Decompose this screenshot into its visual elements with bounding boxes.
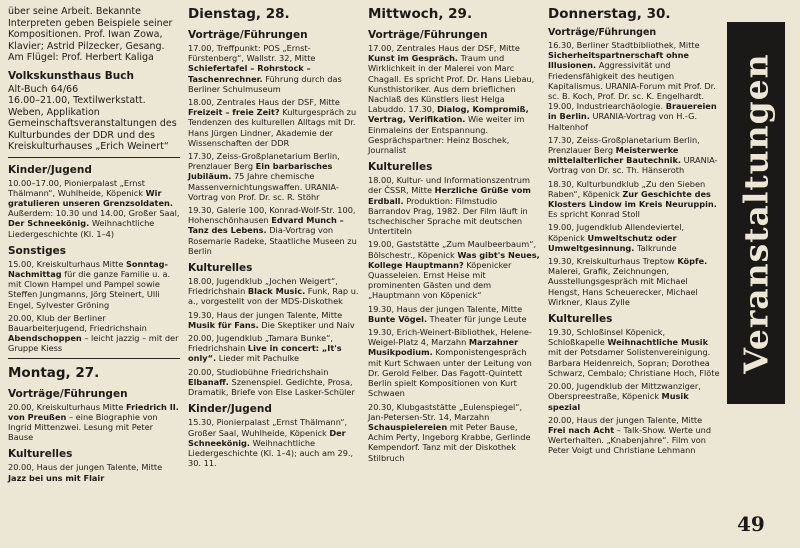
event-detail: 18.00, Jugendklub „Jochen Weigert“, Friedrichshain	[188, 276, 338, 297]
event-title: Kunst im Gespräch.	[368, 53, 459, 64]
event-detail: Aggressivität und Friedensfähigkeit des heutigen Kapitalismus. URANIA-Forum mit Prof. Dr. sc. B. Koch, Prof. Dr. sc. K. Engelhardt. 19.00, Industriearchäologie.	[548, 60, 716, 112]
event-detail: für die ganze Familie u. a. mit Clown Hampel und Pampel sowie Steffen Jungmanns, Jörg Steinert, Ulli Engel, Sylvester Gröning	[8, 268, 171, 310]
event-detail: 20.00, Klub der Berliner Bauarbeiterjugend, Friedrichshain	[8, 312, 147, 333]
event-detail: 17.00, Zentrales Haus der DSF, Mitte	[368, 43, 520, 53]
event-detail: 15.30, Pionierpalast „Ernst Thälmann“, Großer Saal, Wuhlheide, Köpenick	[188, 417, 348, 438]
event-title: Der Schneekönig.	[188, 427, 346, 448]
event-entry	[548, 327, 720, 378]
event-detail: 18.30, Kulturbundklub „Zu den Sieben Raben“, Köpenick	[548, 178, 706, 199]
event-entry	[368, 239, 540, 300]
event-entry	[188, 310, 360, 330]
event-title: Sicherheitspartnerschaft ohne Illusionen.	[548, 50, 689, 71]
event-detail: Die Skeptiker und Naiv	[258, 319, 355, 330]
event-title: Dialog, Kompromiß, Vertrag, Verifikation.	[368, 104, 529, 125]
event-detail: Weihnachtliche Liedergeschichte (Kl. 1–4); auch am 29., 30. 11.	[188, 437, 354, 469]
event-detail: Köpenicker Quasseleien. Ernst Heise mit prominenten Gästen und dem „Hauptmann von Köpenick“	[368, 259, 512, 301]
event-title: Köpfe.	[677, 256, 708, 267]
section-heading: Kulturelles	[548, 313, 613, 326]
event-entry	[8, 178, 180, 239]
event-entry	[368, 43, 540, 155]
event-detail: 17.30, Zeiss-Großplanetarium Berlin, Prenzlauer Berg	[548, 134, 700, 156]
event-detail: 16.30, Berliner Stadtbibliothek, Mitte	[548, 40, 700, 50]
event-detail: – Talk-Show. Werte und Werterhalten. „Knabenjahre“. Film von Peter Voigt und Christiane Lehmann	[548, 424, 712, 456]
event-detail: 19.30, Galerie 100, Konrad-Wolf-Str. 100, Hohenschönhausen	[188, 205, 356, 226]
event-detail: 20.30, Klubgaststätte „Eulenspiegel“, Jan-Petersen-Str. 14, Marzahn	[368, 401, 523, 422]
event-entry	[548, 40, 720, 132]
section-heading: Volkskunsthaus Buch	[8, 69, 134, 82]
event-entry	[188, 417, 360, 468]
divider	[8, 358, 180, 359]
section-heading: Vorträge/Führungen	[368, 29, 488, 41]
event-detail: 20.00, Jugendklub der Mittzwanziger, Oberspreestraße, Köpenick	[548, 381, 701, 402]
event-detail: 20.00, Kreiskulturhaus Mitte	[8, 401, 127, 412]
event-detail: 19.30, Schloßinsel Köpenick, Schloßkapelle	[548, 327, 666, 348]
event-detail: 10.00–17.00, Pionierpalast „Ernst Thälmann“, Wuhlheide, Köpenick	[8, 177, 146, 198]
day-heading: Mittwoch, 29.	[368, 6, 473, 22]
event-entry	[188, 151, 360, 202]
event-entry	[548, 222, 720, 253]
event-entry	[368, 304, 540, 324]
event-detail: Funk, Rap u. a., vorgestellt von der MDS-Diskothek	[188, 286, 359, 307]
day-heading: Dienstag, 28.	[188, 6, 290, 22]
event-title: Weihnachtliche Musik	[607, 337, 709, 348]
event-detail: Wie weiter im Einmaleins der Entspannung. Gesprächspartner: Heinz Boschek, Journalist	[368, 114, 525, 156]
event-title: Live in concert: „It's only“.	[188, 343, 342, 364]
event-detail: 20.00, Jugendklub „Tamara Bunke“, Friedrichshain	[188, 333, 333, 354]
event-detail: 20.00, Haus der jungen Talente, Mitte	[548, 414, 703, 425]
event-title: Schiefertafel – Rohrstock – Taschenrechner.	[188, 63, 311, 84]
event-title: Wir gratulieren unseren Grenzsoldaten.	[8, 187, 173, 208]
intro-text: über seine Arbeit. Bekannte Interpreten geben Beispiele seiner Kompositionen. Prof. Iwan Zowa, Klavier; Astrid Pilzecker, Gesang. Am Flügel: Prof. Herbert Kaliga	[8, 6, 173, 63]
event-entry	[548, 256, 720, 307]
divider	[8, 157, 180, 158]
event-detail: 17.00, Treffpunkt: POS „Ernst-Fürstenberg“, Wallstr. 32, Mitte	[188, 43, 316, 64]
section-heading: Sonstiges	[8, 244, 67, 257]
event-title: Sonntag-Nachmittag	[8, 258, 168, 279]
event-detail: 19.30, Erich-Weinert-Bibliothek, Helene-Weigel-Platz 4, Marzahn	[368, 327, 532, 348]
event-title: Frei nach Acht	[548, 424, 615, 435]
day-heading: Montag, 27.	[8, 364, 100, 381]
event-detail: mit Peter Bause, Achim Perty, Ingeborg Krabbe, Gerlinde Kempendorf. Tanz mit der Diskothek Stilbruch	[368, 421, 531, 463]
event-entry	[188, 367, 360, 398]
section-heading: Vorträge/Führungen	[188, 29, 308, 41]
section-heading: Vorträge/Führungen	[8, 387, 128, 400]
sidebar-title: Veranstaltungen	[736, 52, 776, 374]
event-title: Musik für Fans.	[188, 319, 259, 330]
event-title: Musik spezial	[548, 391, 689, 412]
event-title: Jazz bei uns mit Flair	[8, 472, 105, 483]
event-detail: 20.00, Studiobühne Friedrichshain	[188, 366, 329, 377]
event-detail: Weihnachtliche Liedergeschichte (Kl. 1–4)	[8, 218, 155, 239]
event-entry	[188, 205, 360, 256]
event-detail: Lieder mit Pachulke	[216, 353, 300, 364]
event-title: Meisterwerke mittelalterlicher Bautechnik.	[548, 145, 682, 166]
event-entry	[548, 415, 720, 456]
event-detail: Produktion: Filmstudio Barrandov Prag, 1982. Der Film läuft in tschechischer Sprache mit deutschen Untertiteln	[368, 195, 528, 237]
event-title: Was gibt's Neues, Kollege Hauptmann?	[368, 249, 540, 270]
event-entry	[8, 462, 180, 482]
intro-text: Alt-Buch 64/66 16.00–21.00, Textilwerkstatt. Weben, Applikation Gemeinschaftsveranstaltungen des Kulturbundes der DDR und des Kreiskulturhauses „Erich Weinert“	[8, 83, 177, 152]
event-detail: – eine Biographie von Ingrid Mittenzwei. Lesung mit Peter Bause	[8, 411, 158, 443]
event-title: Elbanaff.	[188, 376, 229, 387]
column-4	[548, 6, 720, 459]
section-heading: Kulturelles	[8, 448, 73, 461]
event-title: Zur Geschichte des Klosters Lindow im Kreis Neuruppin.	[548, 188, 717, 210]
event-detail: Außerdem: 10.30 und 14.00, Großer Saal,	[8, 208, 180, 219]
event-title: Brauereien in Berlin.	[548, 101, 717, 122]
event-detail: Szenenspiel. Gedichte, Prosa, Dramatik, Briefe von Else Lasker-Schüler	[188, 376, 355, 398]
event-title: Bunte Vögel.	[368, 313, 428, 324]
event-entry	[368, 327, 540, 398]
event-title: Umweltschutz oder Umweltgesinnung.	[548, 232, 677, 253]
column-2	[188, 6, 360, 471]
event-entry	[368, 402, 540, 463]
event-detail: 17.30, Zeiss-Großplanetarium Berlin, Prenzlauer Berg	[188, 151, 340, 172]
event-detail: Traum und Wirklichkeit in der Malerei von Marc Chagall. Es spricht Prof. Dr. Hans Liebau, Kunsthistoriker. Aus dem brieflichen Nachlaß des Künstlers liest Helga Labuddo. 17.30,	[368, 53, 535, 115]
event-title: Ein barbarisches Jubiläum.	[188, 161, 333, 182]
event-detail: 15.00, Kreiskulturhaus Mitte	[8, 258, 127, 269]
day-heading: Donnerstag, 30.	[548, 6, 671, 22]
event-detail: URANIA-Vortrag von Dr. sc. Th. Hänseroth	[548, 155, 718, 176]
event-detail: 19.00, Gaststätte „Zum Maulbeerbaum“, Bölschestr., Köpenick	[368, 239, 537, 260]
event-entry	[8, 259, 180, 310]
event-detail: 19.00, Jugendklub Allendeviertel, Köpenick	[548, 222, 685, 243]
event-detail: 19.30, Haus der jungen Talente, Mitte	[188, 309, 343, 320]
event-detail: Talkrunde	[634, 242, 677, 253]
event-entry	[548, 135, 720, 176]
page-number: 49	[737, 512, 765, 536]
event-entry	[188, 97, 360, 148]
event-detail: 75 Jahre chemische Massenvernichtungswaffen. URANIA-Vortrag von Prof. Dr. sc. R. Stöhr	[188, 171, 339, 202]
event-detail: Malerei, Grafik, Zeichnungen, Ausstellungsgespräch mit Michael Hengst, Hans Scheuerecker, Michael Wirkner, Klaus Zylle	[548, 266, 698, 307]
column-1	[8, 6, 180, 486]
event-entry	[8, 402, 180, 443]
event-title: Marzahner Musikpodium.	[368, 337, 519, 358]
section-heading: Kinder/Jugend	[188, 403, 272, 416]
section-heading: Kinder/Jugend	[8, 163, 92, 176]
event-entry	[188, 43, 360, 94]
event-detail: Führung durch das Berliner Schulmuseum	[188, 73, 342, 94]
event-detail: Komponistengespräch mit Kurt Schwaen unter der Leitung von Dr. Gerold Felber. Das Fagott-Quintett Berlin spielt Kompositionen von Kurt Schwaen	[368, 347, 532, 399]
section-heading: Kulturelles	[188, 262, 253, 275]
event-title: Friedrich II. von Preußen	[8, 401, 179, 422]
section-sidebar	[727, 22, 785, 404]
event-detail: Kulturgespräch zu Tendenzen des kulturellen Alltags mit Dr. Hans Jürgen Lindner, Akademie der Wissenschaften der DDR	[188, 107, 357, 148]
event-entry	[8, 313, 180, 354]
event-detail: Es spricht Konrad Stoll	[548, 209, 640, 220]
event-title: Edvard Munch – Tanz des Lebens.	[188, 215, 344, 236]
event-detail: 18.00, Zentrales Haus der DSF, Mitte	[188, 97, 340, 108]
event-title: Herzliche Grüße vom Erdball.	[368, 185, 531, 206]
event-detail: 19.30, Kreiskulturhaus Treptow	[548, 256, 678, 267]
event-detail: mit der Potsdamer Solistenvereinigung. Barbara Heidenreich, Sopran; Dorothea Schwarz, Cembalo; Christiane Hoch, Flöte	[548, 347, 720, 378]
section-heading: Vorträge/Führungen	[548, 27, 657, 38]
event-title: Der Schneekönig.	[8, 218, 90, 229]
event-detail: 20.00, Haus der jungen Talente, Mitte	[8, 462, 163, 473]
event-detail: Dia-Vortrag von Rosemarie Radeke, Staatliche Museen zu Berlin	[188, 225, 357, 256]
event-entry	[368, 175, 540, 236]
event-detail: 18.00, Kultur- und Informationszentrum der ČSSR, Mitte	[368, 175, 530, 196]
event-entry	[188, 333, 360, 364]
event-title: Freizeit – freie Zeit?	[188, 107, 280, 118]
column-3	[368, 6, 540, 466]
event-entry	[548, 179, 720, 220]
event-detail: 19.30, Haus der jungen Talente, Mitte	[368, 303, 523, 314]
event-detail: URANIA-Vortrag von H.-G. Haltenhof	[548, 111, 698, 132]
event-title: Black Music.	[247, 286, 306, 297]
event-entry	[188, 276, 360, 307]
event-title: Abendschoppen	[8, 333, 82, 344]
section-heading: Kulturelles	[368, 161, 433, 174]
event-detail: Theater für junge Leute	[427, 313, 527, 324]
event-detail: – leicht jazzig – mit der Gruppe Kiess	[8, 333, 179, 354]
event-entry	[548, 381, 720, 412]
event-title: Schauspielereien	[368, 421, 448, 432]
